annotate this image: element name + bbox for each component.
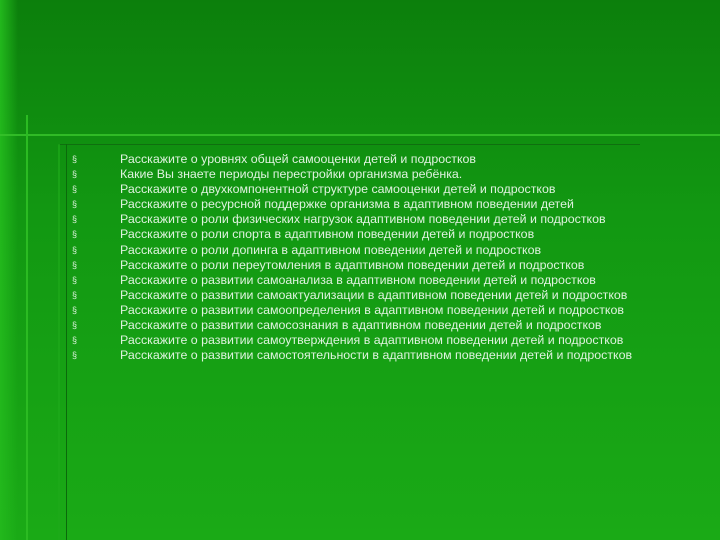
bullet-icon: § [72, 199, 78, 210]
list-item [72, 333, 682, 348]
bullet-icon: § [72, 320, 78, 331]
list-item [72, 167, 682, 182]
list-item-text: Расскажите о развитии самоопределения в адаптивном поведении детей и подростков [120, 302, 624, 317]
list-item [72, 348, 682, 363]
bullet-icon: § [72, 214, 78, 225]
list-item-text: Расскажите о роли переутомления в адаптивном поведении детей и подростков [120, 257, 585, 272]
bullet-icon: § [72, 169, 78, 180]
list-item [72, 152, 682, 167]
list-item [72, 288, 682, 303]
decorative-vertical-line [26, 115, 28, 540]
list-item [72, 273, 682, 288]
bullet-icon: § [72, 244, 78, 255]
question-list [72, 152, 682, 363]
list-item-text: Расскажите о развитии самоутверждения в адаптивном поведении детей и подростков [120, 333, 624, 348]
list-item [72, 182, 682, 197]
list-item [72, 197, 682, 212]
bullet-icon: § [72, 289, 78, 300]
list-item [72, 258, 682, 273]
list-item-text: Какие Вы знаете периоды перестройки организма ребёнка. [120, 167, 463, 182]
list-item [72, 212, 682, 227]
bullet-icon: § [72, 335, 78, 346]
list-item-text: Расскажите о роли физических нагрузок адаптивном поведении детей и подростков [120, 212, 606, 227]
bullet-icon: § [72, 350, 78, 361]
list-item-text: Расскажите о развитии самосознания в адаптивном поведении детей и подростков [120, 318, 602, 333]
list-item-text: Расскажите о ресурсной поддержке организма в адаптивном поведении детей [120, 197, 574, 212]
list-item [72, 243, 682, 258]
bullet-icon: § [72, 304, 78, 315]
list-item-text: Расскажите о уровнях общей самооценки детей и подростков [120, 152, 477, 166]
bullet-icon: § [72, 274, 78, 285]
list-item-text: Расскажите о развитии самостоятельности в адаптивном поведении детей и подростков [120, 348, 633, 363]
list-item [72, 227, 682, 242]
list-item-text: Расскажите о роли допинга в адаптивном поведении детей и подростков [120, 242, 542, 257]
list-item-text: Расскажите о развитии самоанализа в адаптивном поведении детей и подростков [120, 272, 596, 287]
list-item-text: Расскажите о двухкомпонентной структуре самооценки детей и подростков [120, 182, 556, 197]
list-item-text: Расскажите о развитии самоактуализации в адаптивном поведении детей и подростков [120, 287, 628, 302]
left-edge-glow [0, 0, 18, 540]
decorative-vertical-line-shadow [66, 144, 67, 540]
list-item [72, 303, 682, 318]
decorative-vertical-line-inner [58, 144, 60, 540]
list-item-text: Расскажите о роли спорта в адаптивном поведении детей и подростков [120, 227, 535, 242]
bullet-icon: § [72, 259, 78, 270]
bullet-icon: § [72, 184, 78, 195]
bullet-icon: § [72, 154, 78, 164]
bullet-icon: § [72, 229, 78, 240]
decorative-horizontal-line [0, 134, 720, 136]
decorative-horizontal-line-inner [58, 144, 640, 145]
list-item [72, 318, 682, 333]
